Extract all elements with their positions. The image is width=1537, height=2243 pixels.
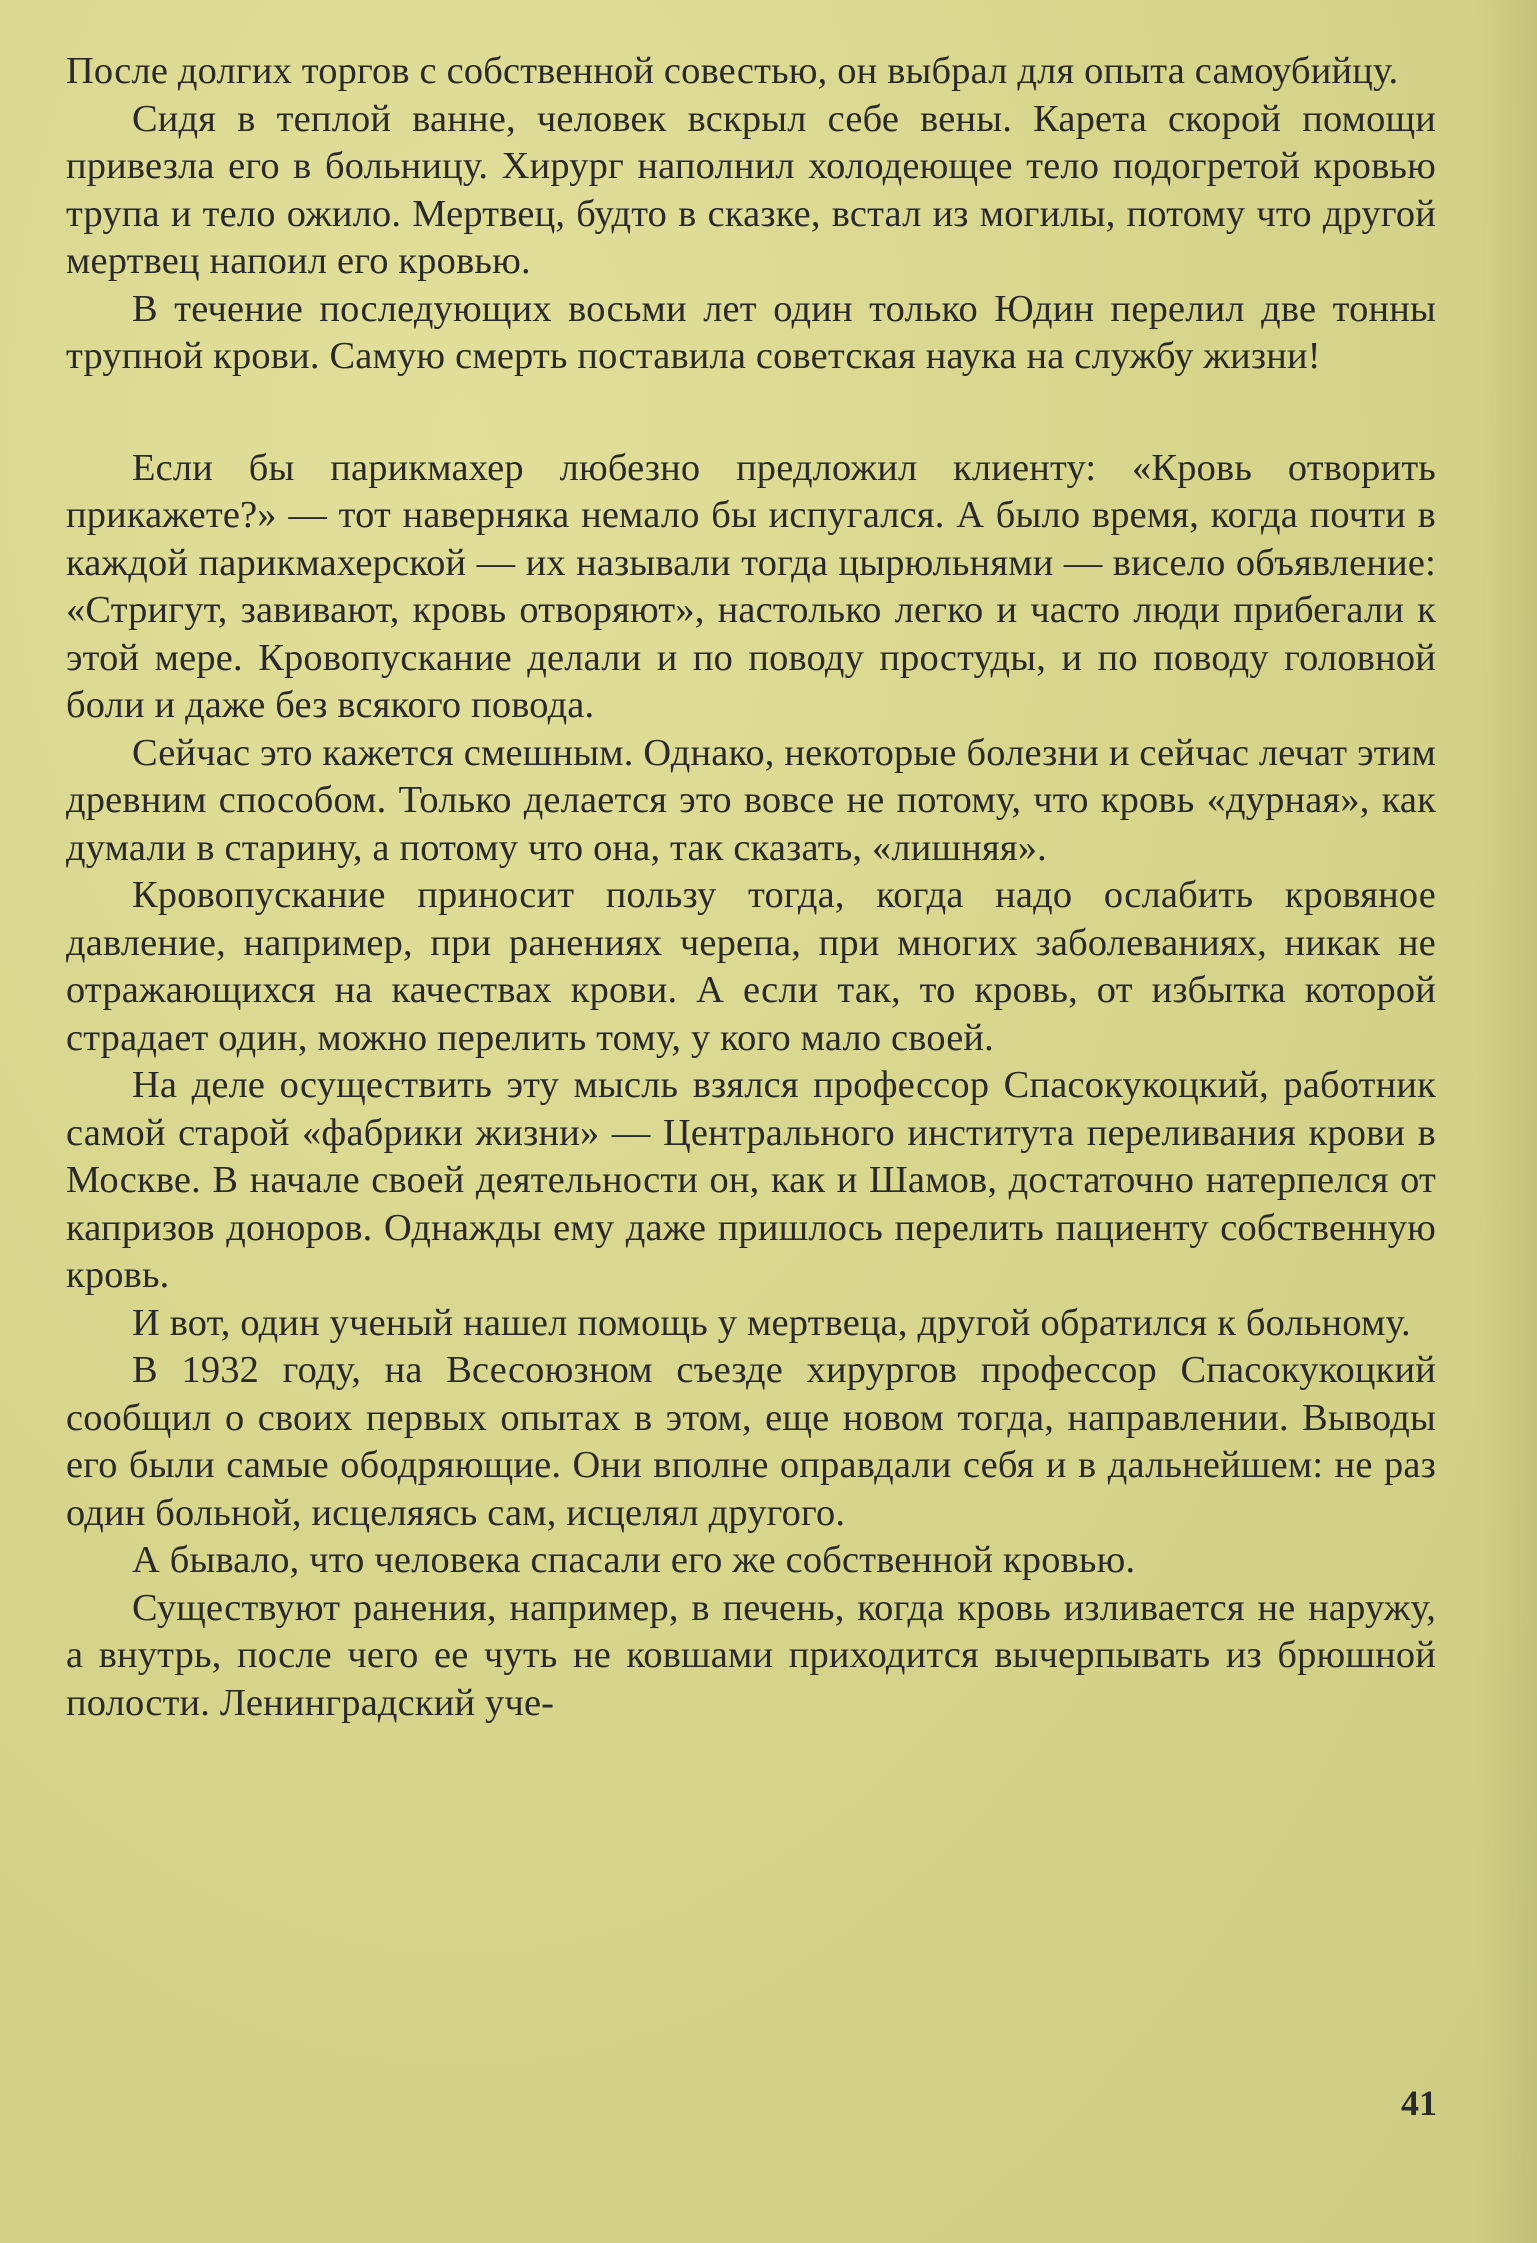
paragraph: В 1932 году, на Всесоюзном съезде хирургов профессор Спасокукоцкий сообщил о своих первых опытах в этом, еще новом тогда, направлении. Выводы его были самые ободряющие. Они вполне оправдали себя и в дальнейшем: не раз один больной, исцеляясь сам, исцелял другого. <box>66 1349 1436 1534</box>
paragraph: Если бы парикмахер любезно предложил клиенту: «Кровь отворить прикажете?» — тот наверняка немало бы испугался. А было время, когда почти в каждой парикмахерской — их называли тогда цырюльнями — висело объявление: «Стригут, завивают, кровь отворяют», настолько легко и часто люди прибегали к этой мере. Кровопускание делали и по поводу простуды, и по поводу головной боли и даже без всякого повода. <box>66 446 1436 726</box>
paragraph: На деле осуществить эту мысль взялся профессор Спасокукоцкий, работник самой старой «фабрики жизни» — Центрального института переливания крови в Москве. В начале своей деятельности он, как и Шамов, достаточно натерпелся от капризов доноров. Однажды ему даже пришлось перелить пациенту собственную кровь. <box>66 1064 1436 1296</box>
page-number: 41 <box>1401 2083 1437 2123</box>
paragraph: В течение последующих восьми лет один только Юдин перелил две тонны трупной крови. Самую смерть поставила советская наука на службу жизни! <box>66 287 1436 377</box>
paragraph: Сидя в теплой ванне, человек вскрыл себе вены. Карета скорой помощи привезла его в больницу. Хирург наполнил холодеющее тело подогретой кровью трупа и тело ожило. Мертвец, будто в сказке, встал из могилы, потому что другой мертвец напоил его кровью. <box>66 97 1436 282</box>
paragraph: И вот, один ученый нашел помощь у мертвеца, другой обратился к больному. <box>132 1301 1411 1344</box>
section-break <box>66 381 1436 445</box>
paragraph: Кровопускание приносит пользу тогда, когда надо ослабить кровяное давление, например, при ранениях черепа, при многих заболеваниях, никак не отражающихся на качествах крови. А если так, то кровь, от избытка которой страдает один, можно перелить тому, у кого мало своей. <box>66 874 1436 1059</box>
paragraph: После долгих торгов с собственной совестью, он выбрал для опыта самоубийцу. <box>66 50 1399 92</box>
paragraph: Существуют ранения, например, в печень, когда кровь изливается не наружу, а внутрь, после чего ее чуть не ковшами приходится вычерпывать из брюшной полости. Ленинградский уче- <box>66 1586 1436 1724</box>
paragraph: А бывало, что человека спасали его же собственной кровью. <box>132 1539 1136 1581</box>
page-edge-shadow <box>1477 0 1537 2243</box>
paragraph: Сейчас это кажется смешным. Однако, некоторые болезни и сейчас лечат этим древним способом. Только делается это вовсе не потому, что кровь «дурная», как думали в старину, а потому что она, так сказать, «лишняя». <box>66 731 1436 869</box>
text-column <box>66 48 1436 1727</box>
